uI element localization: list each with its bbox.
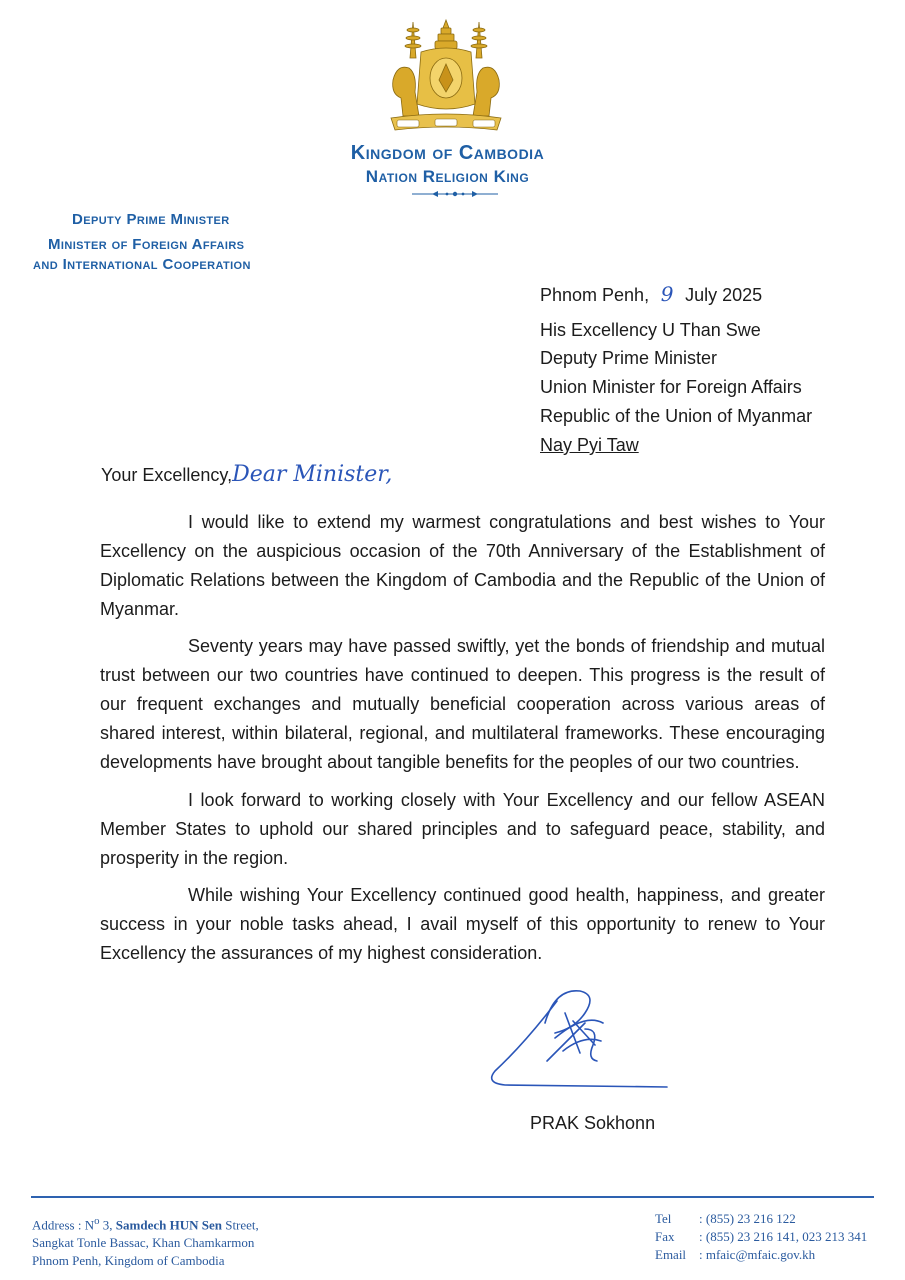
- date-day-handwritten: 9: [660, 282, 674, 306]
- date-month-year: July 2025: [685, 285, 763, 305]
- body-paragraph-2: Seventy years may have passed swiftly, yet the bonds of friendship and mutual trust between our two countries have continued to deepen. This progress is the result of our frequent exchanges and mutually beneficial cooperation across various areas of shared interest, within bilateral, regional, and multilateral frameworks. These encouraging developments have brought about tangible benefits for the peoples of our two countries.: [100, 636, 825, 772]
- address-line1: Address : $N^o$ 3, Samdech HUN Sen Street,: [32, 1215, 259, 1233]
- ornament-divider-icon: [410, 188, 500, 200]
- footer-contacts: [655, 1210, 867, 1264]
- recipient-name: His Excellency U Than Swe: [540, 320, 761, 340]
- handwritten-signature: [485, 983, 675, 1093]
- body-paragraph-4: While wishing Your Excellency continued good health, happiness, and greater success in your noble tasks ahead, I avail myself of this opportunity to renew to Your Excellency the assurances of my highest consideration.: [100, 885, 825, 963]
- letter-date: [540, 282, 762, 306]
- salutation: [101, 462, 392, 487]
- footer-divider: [31, 1196, 874, 1198]
- body-paragraph-1: I would like to extend my warmest congratulations and best wishes to Your Excellency on the auspicious occasion of the 70th Anniversary of the Establishment of Diplomatic Relations between the Kingdom of Cambodia and the Republic of the Union of Myanmar.: [100, 512, 825, 619]
- recipient-country: Republic of the Union of Myanmar: [540, 406, 813, 426]
- recipient-title1: Deputy Prime Minister: [540, 348, 718, 368]
- kingdom-title: Kingdom of Cambodia: [350, 142, 545, 164]
- office-title-line2: Minister of Foreign Affairs: [48, 236, 245, 253]
- royal-emblem-icon: [383, 18, 509, 138]
- footer-tel: Tel : (855) 23 216 122: [655, 1211, 796, 1226]
- signer-name: PRAK Sokhonn: [530, 1113, 656, 1133]
- footer-fax: Fax : (855) 23 216 141, 023 213 341: [655, 1229, 868, 1244]
- national-motto: Nation Religion King: [365, 167, 530, 186]
- address-line2: Sangkat Tonle Bassac, Khan Chamkarmon: [32, 1235, 255, 1251]
- recipient-title2: Union Minister for Foreign Affairs: [540, 377, 802, 397]
- office-title-line1: Deputy Prime Minister: [72, 211, 230, 228]
- footer-address: [32, 1212, 259, 1270]
- body-paragraph-3: I look forward to working closely with Your Excellency and our fellow ASEAN Member States to uphold our shared principles and to safeguard peace, stability, and prosperity in the region.: [100, 790, 825, 868]
- date-place: Phnom Penh,: [540, 285, 650, 305]
- salutation-handwritten: Dear Minister,: [232, 462, 393, 487]
- recipient-city: Nay Pyi Taw: [540, 435, 639, 455]
- office-title-line3: and International Cooperation: [33, 256, 251, 273]
- footer-email: Email : mfaic@mfaic.gov.kh: [655, 1247, 816, 1262]
- address-line3: Phnom Penh, Kingdom of Cambodia: [32, 1253, 225, 1269]
- salutation-typed: Your Excellency,: [101, 465, 233, 485]
